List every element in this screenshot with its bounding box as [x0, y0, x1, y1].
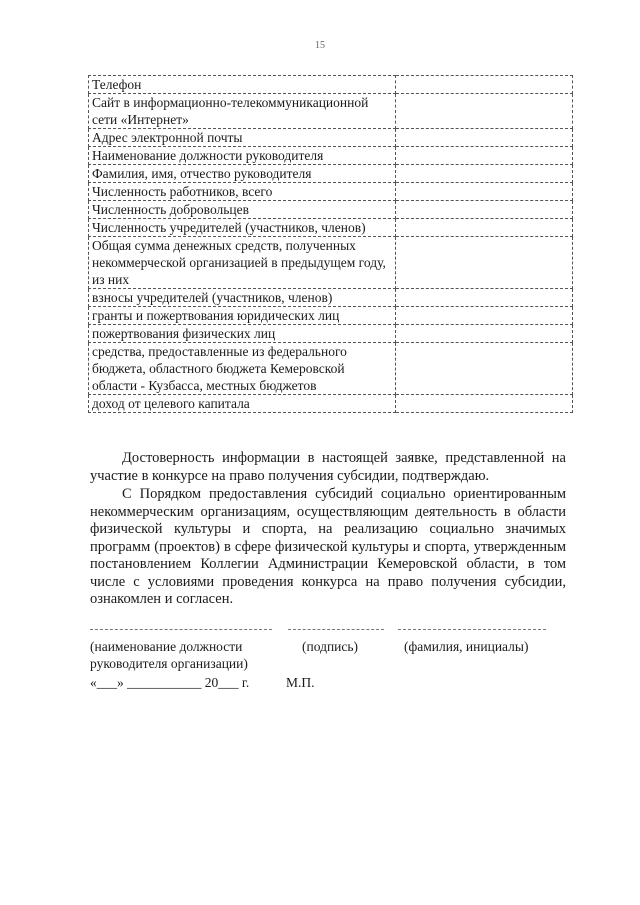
row-label: Численность добровольцев — [89, 201, 396, 219]
table-row — [89, 147, 573, 165]
row-label: Фамилия, имя, отчество руководителя — [89, 165, 396, 183]
row-value-field[interactable] — [396, 94, 573, 129]
table-row — [89, 289, 573, 307]
table-row — [89, 325, 573, 343]
table-row — [89, 307, 573, 325]
position-caption-line2: руководителя организации) — [90, 656, 248, 671]
row-value-field[interactable] — [396, 147, 573, 165]
row-value-field[interactable] — [396, 343, 573, 395]
row-label: Численность учредителей (участников, членов) — [89, 219, 396, 237]
row-label: Численность работников, всего — [89, 183, 396, 201]
row-value-field[interactable] — [396, 129, 573, 147]
row-label: Сайт в информационно-телекоммуникационной сети «Интернет» — [89, 94, 396, 129]
date-line: «___» ___________ 20___ г. — [90, 675, 250, 690]
row-label: доход от целевого капитала — [89, 395, 396, 413]
table-row — [89, 343, 573, 395]
name-signature-line — [398, 629, 546, 630]
row-label: гранты и пожертвования юридических лиц — [89, 307, 396, 325]
page-number: 15 — [315, 40, 325, 51]
row-label: Телефон — [89, 76, 396, 94]
row-value-field[interactable] — [396, 307, 573, 325]
row-label: Адрес электронной почты — [89, 129, 396, 147]
table-row — [89, 201, 573, 219]
row-value-field[interactable] — [396, 165, 573, 183]
row-label: Наименование должности руководителя — [89, 147, 396, 165]
row-value-field[interactable] — [396, 183, 573, 201]
table-row — [89, 76, 573, 94]
confirmation-paragraph: Достоверность информации в настоящей заявке, представленной на участие в конкурсе на право получения субсидии, подтверждаю. — [90, 450, 566, 484]
stamp-placeholder: М.П. — [286, 675, 315, 690]
table-row — [89, 183, 573, 201]
table-row — [89, 129, 573, 147]
row-value-field[interactable] — [396, 237, 573, 289]
signature-caption: (подпись) — [302, 639, 359, 654]
organization-info-table — [88, 75, 573, 413]
table-row — [89, 237, 573, 289]
table-row — [89, 219, 573, 237]
name-caption: (фамилия, инициалы) — [404, 639, 529, 654]
row-value-field[interactable] — [396, 76, 573, 94]
table-row — [89, 395, 573, 413]
row-label: Общая сумма денежных средств, полученных некоммерческой организацией в предыдущем году, из них — [89, 237, 396, 289]
row-value-field[interactable] — [396, 201, 573, 219]
row-value-field[interactable] — [396, 325, 573, 343]
acknowledgement-paragraph: С Порядком предоставления субсидий социально ориентированным некоммерческим организациям, осуществляющим деятельность в области физической культуры и спорта, на реализацию социально значимых программ (проектов) в сфере физической культуры и спорта, утвержденным постановлением Коллегии Администрации Кемеровской области, в том числе с условиями проведения конкурса на право получения субсидии, ознакомлен и согласен. — [90, 486, 566, 607]
table-row — [89, 165, 573, 183]
row-label: взносы учредителей (участников, членов) — [89, 289, 396, 307]
signature-line — [288, 629, 384, 630]
row-value-field[interactable] — [396, 395, 573, 413]
row-label: средства, предоставленные из федерального бюджета, областного бюджета Кемеровской области - Кузбасса, местных бюджетов — [89, 343, 396, 395]
position-caption-line1: (наименование должности — [90, 639, 243, 654]
position-signature-line — [90, 629, 272, 630]
table-row — [89, 94, 573, 129]
row-value-field[interactable] — [396, 289, 573, 307]
row-value-field[interactable] — [396, 219, 573, 237]
row-label: пожертвования физических лиц — [89, 325, 396, 343]
